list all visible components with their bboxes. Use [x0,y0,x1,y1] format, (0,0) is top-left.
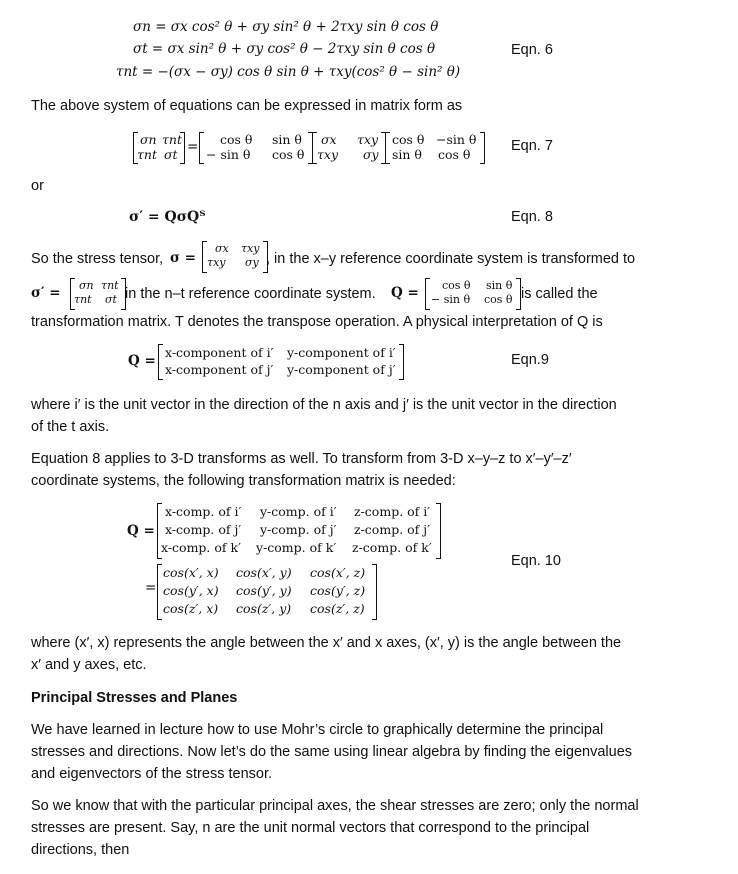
matrix-cell: y-comp. of i′ [260,504,337,519]
eqn10-label: Eqn. 10 [511,553,561,569]
eqn7-lhs-matrix [133,132,185,164]
inline-transformed-matrix [70,278,126,310]
mohr-para-line3: and eigenvectors of the stress tensor. [31,766,272,782]
matrix-cell: sin θ [486,279,513,292]
matrix-cell: τnt [162,132,182,147]
normal-para-line3: directions, then [31,842,130,858]
matrix-cell: σt [105,293,117,306]
matrix-cell: − sin θ [431,293,471,306]
text-run: in the n–t reference coordinate system. [125,286,376,302]
matrix-cell: x-comp. of k′ [161,540,241,555]
matrix-cell: σn [79,279,94,292]
matrix-cell: cos(z′, y) [236,601,292,616]
equals-sign: = [145,580,157,596]
eqn8-label: Eqn. 8 [511,209,553,225]
matrix-cell: cos θ [392,132,425,147]
eqn10-component-matrix [157,503,441,559]
section-heading: Principal Stresses and Planes [31,690,238,706]
matrix-cell: z-comp. of k′ [352,540,432,555]
matrix-cell: cos θ [220,132,253,147]
mohr-para-line2: stresses and directions. Now let’s do the same using linear algebra by finding the eigenvalues [31,744,633,760]
matrix-cell: x-component of i′ [165,345,274,360]
matrix-cell: cos(x′, z) [310,565,366,580]
sigma-prime-symbol: σ′ = [31,285,61,301]
matrix-cell: τxy [317,147,339,162]
matrix-cell: z-comp. of i′ [354,504,431,519]
normal-para-line1: So we know that with the particular principal axes, the shear stresses are zero; only the normal [31,798,639,814]
matrix-cell: σx [321,132,337,147]
inline-stress-matrix [202,241,268,273]
matrix-cell: − sin θ [206,147,251,162]
eqn6-line3: τnt = −(σx − σy) cos θ sin θ + τxy(cos² θ − sin² θ) [116,64,461,80]
eqn7-stress-matrix [312,132,386,164]
matrix-cell: cos θ [484,293,513,306]
eqn6-line1: σn = σx cos² θ + σy sin² θ + 2τxy sin θ cos θ [133,19,439,35]
matrix-cell: σx [215,242,229,255]
angle-para-line1: where (x′, x) represents the angle between the x′ and x axes, (x′, y) is the angle between the [31,635,622,651]
matrix-cell: y-component of i′ [287,345,396,360]
matrix-cell: cos(y′, z) [310,583,366,598]
or-text: or [31,178,44,194]
matrix-cell: τnt [74,293,92,306]
matrix-cell: τxy [207,256,226,269]
eqn6-line2: σt = σx sin² θ + σy cos² θ − 2τxy sin θ cos θ [133,41,436,57]
matrix-cell: σy [363,147,379,162]
equals-sign: = [187,139,199,155]
angle-para-line2: x′ and y axes, etc. [31,657,147,673]
text-run: , in the x–y reference coordinate system is transformed to [266,251,636,267]
eqn8-formula: σ′ = QσQᵀ [129,209,206,225]
matrix-cell: cos θ [272,147,305,162]
matrix-cell: σn [140,132,157,147]
unit-vector-line1: where i′ is the unit vector in the direction of the n axis and j′ is the unit vector in the direction [31,397,617,413]
text-run: transformation matrix. T denotes the transpose operation. A physical interpretation of Q is [31,314,603,330]
matrix-cell: sin θ [272,132,302,147]
matrix-cell: cos(z′, x) [163,601,219,616]
unit-vector-line2: of the t axis. [31,419,110,435]
text-run: So the stress tensor, [31,251,164,267]
matrix-cell: x-comp. of i′ [165,504,242,519]
eqn7-rotation-matrix [199,132,313,164]
matrix-cell: cos θ [442,279,471,292]
matrix-cell: −sin θ [436,132,477,147]
eqn7-label: Eqn. 7 [511,138,553,154]
matrix-cell: cos(y′, x) [163,583,219,598]
matrix-cell: cos(z′, z) [310,601,365,616]
matrix-cell: x-comp. of j′ [165,522,242,537]
normal-para-line2: stresses are present. Say, n are the unit normal vectors that correspond to the principal [31,820,590,836]
matrix-cell: y-comp. of k′ [256,540,337,555]
eqn6-label: Eqn. 6 [511,42,553,58]
matrix-cell: y-comp. of j′ [260,522,337,537]
matrix-cell: z-comp. of j′ [354,522,430,537]
eqn7-rotation-transpose [385,132,485,164]
matrix-cell: x-component of j′ [165,362,274,377]
intro-matrix-text: The above system of equations can be expressed in matrix form as [31,98,463,114]
matrix-cell: τxy [241,242,260,255]
matrix-cell: σt [164,147,178,162]
eqn10-cosine-matrix [157,564,377,620]
matrix-cell: y-component of j′ [287,362,396,377]
q-symbol: Q = [128,353,156,369]
text-run: is called the [521,286,598,302]
matrix-cell: cos θ [438,147,471,162]
para-3d-line1: Equation 8 applies to 3-D transforms as well. To transform from 3-D x–y–z to x′–y′–z′ [31,451,572,467]
q-symbol: Q = [127,523,155,539]
matrix-cell: τxy [357,132,379,147]
eqn9-label: Eqn.9 [511,352,549,368]
mohr-para-line1: We have learned in lecture how to use Mohr’s circle to graphically determine the principal [31,722,604,738]
matrix-cell: cos(x′, y) [236,565,292,580]
matrix-cell: τnt [137,147,157,162]
matrix-cell: sin θ [392,147,422,162]
q-symbol: Q = [391,285,419,301]
eqn9-matrix [158,344,404,380]
sigma-symbol: σ = [170,250,196,266]
matrix-cell: cos(x′, x) [163,565,219,580]
matrix-cell: τnt [101,279,119,292]
matrix-cell: cos(y′, y) [236,583,292,598]
para-3d-line2: coordinate systems, the following transformation matrix is needed: [31,473,456,489]
matrix-cell: σy [245,256,259,269]
inline-q-matrix [425,278,521,310]
